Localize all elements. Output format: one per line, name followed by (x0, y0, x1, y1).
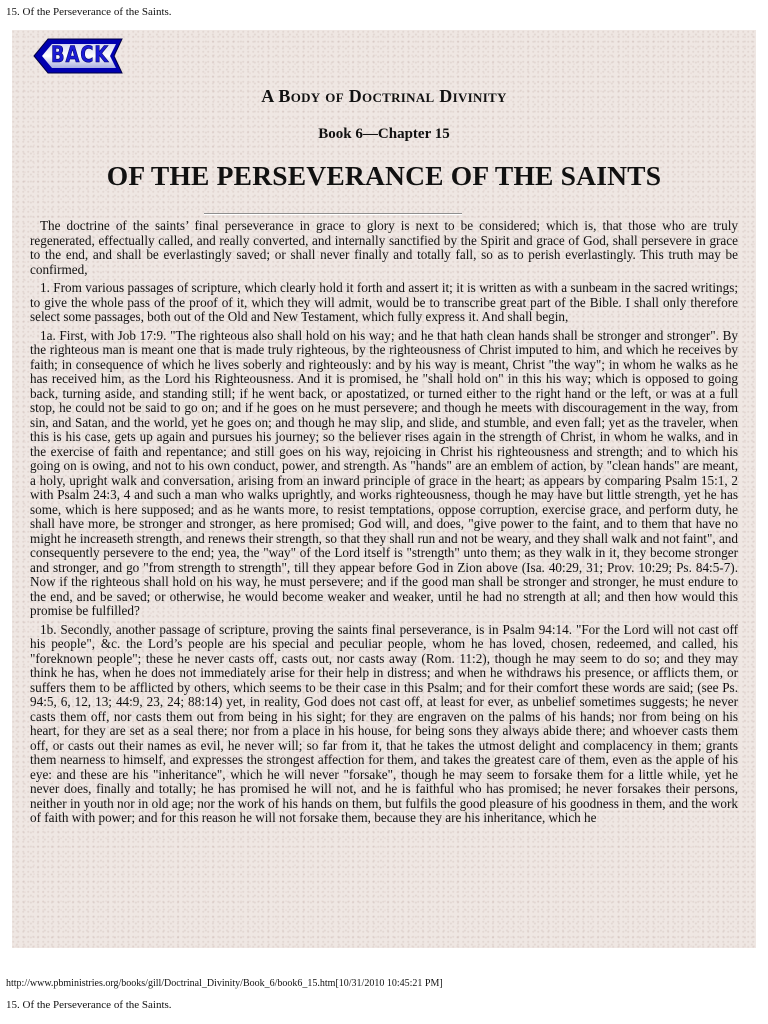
title-divider (204, 213, 462, 215)
book-title: A Body of Doctrinal Divinity (261, 86, 507, 106)
back-button-label: BACK (50, 43, 110, 68)
page-content (12, 30, 756, 948)
back-button[interactable] (32, 36, 128, 76)
print-footer-title: 15. Of the Perseverance of the Saints. (6, 999, 172, 1011)
chapter-body (30, 219, 738, 830)
chapter-title: OF THE PERSEVERANCE OF THE SAINTS (106, 160, 662, 191)
paragraph-1: 1. From various passages of scripture, which clearly hold it forth and assert it; it is written as with a sunbeam in the sacred writings; to give the whole pass of the proof of it, which they will admit, would be to transcribe great part of the Bible. I shall only therefore select some passages, both out of the Old and New Testament, which fully express it. And shall begin, (30, 280, 738, 324)
print-header: 15. Of the Perseverance of the Saints. (6, 6, 172, 18)
chapter-label: Book 6—Chapter 15 (318, 126, 450, 142)
print-footer-url: http://www.pbministries.org/books/gill/Doctrinal_Divinity/Book_6/book6_15.htm[10/31/2010 10:45:21 PM] (6, 978, 443, 989)
paragraph-intro: The doctrine of the saints’ final perseverance in grace to glory is next to be considered; which is, that those who are truly regenerated, effectually called, and really converted, and internally sanctified by the Spirit and grace of God, shall persevere in grace to the end, and shall be everlastingly saved; or shall never finally and totally fall, so as to perish everlastingly. This truth may be confirmed, (30, 218, 738, 277)
paragraph-1b: 1b. Secondly, another passage of scripture, proving the saints final perseverance, is in Psalm 94:14. "For the Lord will not cast off his people", &c. the Lord’s people are his special and peculiar people, whom he has loved, chosen, redeemed, and called, his "foreknown people"; these he never casts off, casts out, nor casts away (Rom. 11:2), though he may seem to do so; and they may think he has, when he does not immediately arise for their help in distress; and when he withdraws his presence, or afflicts them, or suffers them to be afflicted by others, which seems to be their case in this Psalm; and for their comfort these words are said; (see Ps. 94:5, 6, 12, 13; 44:9, 23, 24; 88:14) yet, in reality, God does not cast off, at least for ever, as unbelief sometimes suggests; he never casts them off, nor casts them out from being in his sight; for they are engraven on the palms of his hands; nor from being on his heart, for they are set as a seal there; nor from a place in his house, for being sons they always abide there; and whoever casts them off, or casts out their names as evil, he never will; so far from it, that he takes the utmost delight and complacency in them; grants them nearness to himself, and expresses the strongest affection for them, and takes the greatest care of them, even as the apple of his eye: and these are his "inheritance", which he will never "forsake", though he may seem to forsake them for a little while, yet he never does, finally and totally; he has promised he will not, and he is faithful who has promised; he never forsakes their persons, neither in youth nor in old age; nor the work of his hands on them, but fulfils the good pleasure of his goodness in them, and the work of faith with power; and for this reason he will not forsake them, because they are his inheritance, which he (30, 621, 738, 825)
paragraph-1a: 1a. First, with Job 17:9. "The righteous also shall hold on his way; and he that hath clean hands shall be stronger and stronger". By the righteous man is meant one that is made truly righteous, by the righteousness of Christ imputed to him, and which he receives by faith; in consequence of which he lives soberly and righteously: and by his way is meant, Christ "the way"; in whom he walks as he has received him, as the Lord his Righteousness. And it is promised, he "shall hold on" in this his way; which is opposed to going back, turning aside, and standing still; if he went back, or apostatized, or turned either to the right hand or the left, or was at a full stop, he could not be said to go on; and if he goes on he must persevere; and though he meets with discouragement in the way, from sin, and Satan, and the world, yet he goes on; and though he may slip, and slide, and stumble, and even fall; yet as the traveler, when this is his case, gets up again and pursues his journey; so the believer rises again in the strength of Christ, in whom he walks, and in the exercise of faith and repentance; and still goes on his way, rejoicing in Christ his righteousness and strength; and to which his going on is owing, and not to his own conduct, power, and strength. As "hands" are an emblem of action, by "clean hands" are meant, a holy, upright walk and conversation, arising from an inward principle of grace in the heart; as appears by comparing Psalm 15:1, 2 with Psalm 24:3, 4 and such a man who walks uprightly, and works righteousness, though he may have but little strength, yet he has some, which is here supposed; and as he wants more, to resist temptations, oppose corruption, exercise grace, and perform duty, he shall have more, be stronger and stronger, as here promised; God will, and does, "give power to the faint, and to them that have no might he increaseth strength, and renews their strength, so that they shall run and not be weary, and they shall walk and not faint", and consequently persevere to the end; yea, the "way" of the Lord itself is "strength" unto them; as they walk in it, they become stronger and stronger, and go "from strength to strength", till they appear before God in Zion above (Isa. 40:29, 31; Prov. 10:29; Ps. 84:5-7). Now if the righteous shall hold on his way, he must persevere; and if the good man shall be stronger and stronger, he must endure to the end, and be saved; or otherwise, he would become weaker and weaker, until he had no strength at all; and then how would this promise be fulfilled? (30, 327, 738, 618)
